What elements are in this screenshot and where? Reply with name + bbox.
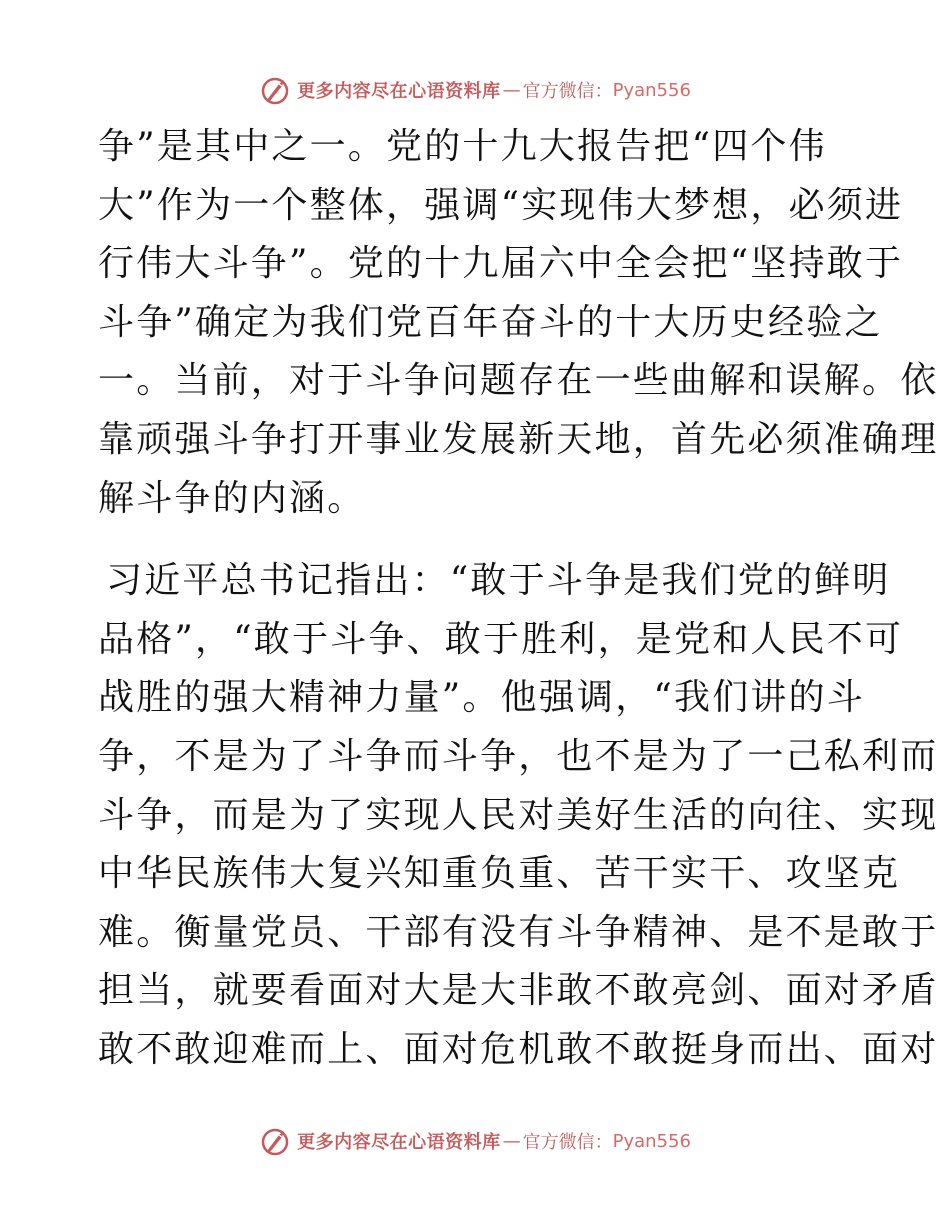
text-line: 品格”，“敢于斗争、敢于胜利，是党和人民不可 [98,618,904,660]
header-watermark [0,70,950,110]
watermark-dash: — [502,1130,521,1152]
text-line: 斗争”确定为我们党百年奋斗的十大历史经验之 [98,301,883,343]
paragraph-gap [98,528,858,552]
watermark-label: 官方微信： [522,81,613,102]
watermark-brand: Pyan556 [612,79,691,101]
watermark-dash: — [502,79,521,101]
text-line: 敢不敢迎难而上、面对危机敢不敢挺身而出、面对 [98,1028,939,1070]
paragraph-1 [98,118,939,528]
text-line: 一。当前，对于斗争问题存在一些曲解和误解。依 [98,360,939,402]
watermark-brand: Pyan556 [612,1130,691,1152]
text-line: 靠顽强斗争打开事业发展新天地，首先必须准确理 [98,418,939,460]
watermark-main-text: 更多内容尽在心语资料库 [297,1132,501,1153]
text-line: 习近平总书记指出：“敢于斗争是我们党的鲜明 [106,560,891,602]
text-line: 斗争，而是为了实现人民对美好生活的向往、实现 [98,794,939,836]
footer-watermark [0,1121,950,1161]
text-line: 解斗争的内涵。 [98,477,366,519]
text-line: 担当，就要看面对大是大非敢不敢亮剑、面对矛盾 [98,970,939,1012]
text-line: 争”是其中之一。党的十九大报告把“四个伟 [98,126,827,167]
watermark-label: 官方微信： [522,1132,613,1153]
text-line: 中华民族伟大复兴知重负重、苦干实干、攻坚克 [98,853,901,895]
pen-logo-icon [259,1125,291,1157]
text-line: 战胜的强大精神力量”。他强调，“我们讲的斗 [98,677,866,719]
document-body [98,118,939,1080]
text-line: 争，不是为了斗争而斗争，也不是为了一己私利而 [98,735,939,777]
watermark-main-text: 更多内容尽在心语资料库 [297,81,501,102]
text-line: 大”作为一个整体，强调“实现伟大梦想，必须进 [98,184,904,226]
text-line: 难。衡量党员、干部有没有斗争精神、是不是敢于 [98,911,939,953]
pen-logo-icon [259,74,291,106]
text-line: 行伟大斗争”。党的十九届六中全会把“坚持敢于 [98,243,904,285]
paragraph-2 [98,552,939,1079]
